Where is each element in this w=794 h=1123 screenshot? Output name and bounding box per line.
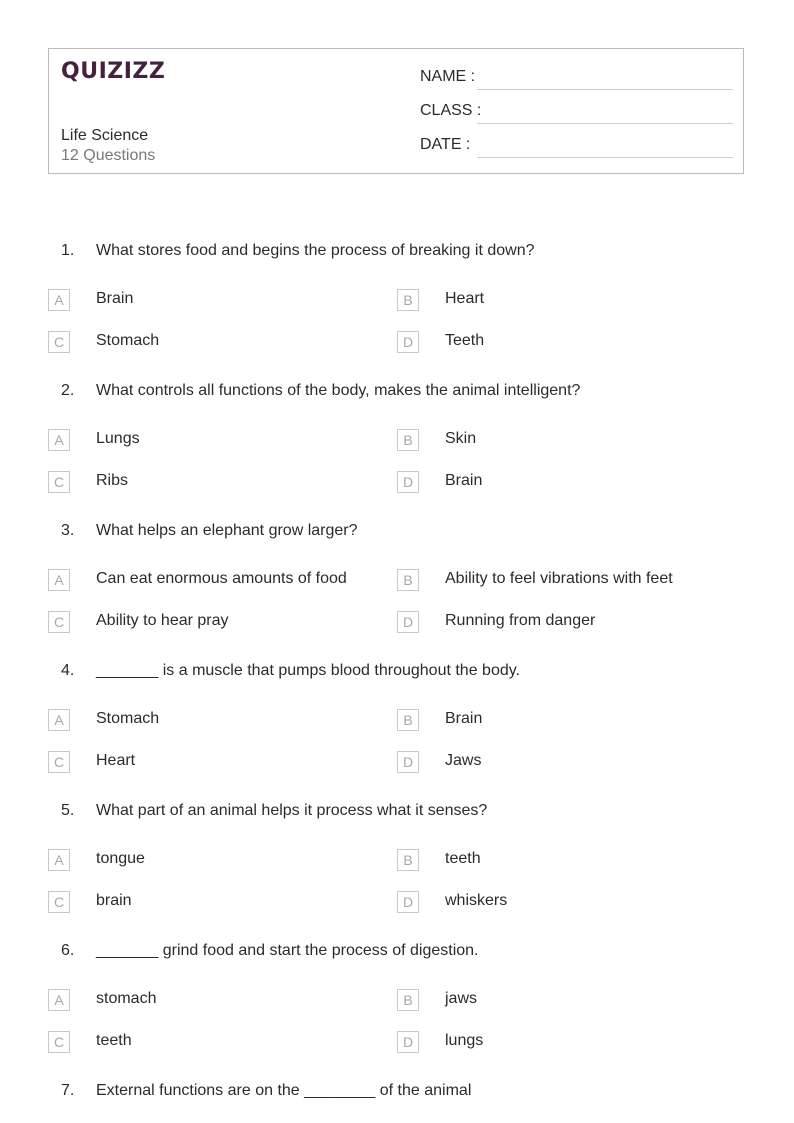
- worksheet-subject: Life Science: [61, 127, 149, 144]
- option-text: Brain: [445, 472, 483, 489]
- question-number: 3.: [61, 522, 75, 539]
- option-text: Heart: [445, 290, 485, 307]
- class-label: CLASS :: [420, 102, 482, 119]
- option-letter: B: [397, 989, 419, 1011]
- question-text: What controls all functions of the body, makes the animal intelligent?: [96, 382, 581, 399]
- option-text: Ribs: [96, 472, 129, 489]
- option-d[interactable]: [397, 751, 737, 775]
- option-letter: C: [48, 471, 70, 493]
- option-letter: C: [48, 1031, 70, 1053]
- option-text: Ability to feel vibrations with feet: [445, 570, 673, 587]
- option-text: tongue: [96, 850, 145, 867]
- option-letter: A: [48, 849, 70, 871]
- option-text: Running from danger: [445, 612, 596, 629]
- option-text: Stomach: [96, 710, 160, 727]
- option-d[interactable]: [397, 1031, 737, 1055]
- option-text: Brain: [96, 290, 134, 307]
- option-b[interactable]: [397, 989, 737, 1013]
- question-7: [0, 1082, 794, 1112]
- question-text: What part of an animal helps it process what it senses?: [96, 802, 488, 819]
- option-letter: B: [397, 849, 419, 871]
- option-letter: B: [397, 289, 419, 311]
- option-c[interactable]: [48, 611, 388, 635]
- option-d[interactable]: [397, 891, 737, 915]
- question-number: 6.: [61, 942, 75, 959]
- option-letter: C: [48, 611, 70, 633]
- question-3: [0, 522, 794, 662]
- question-count: 12 Questions: [61, 147, 156, 164]
- option-c[interactable]: [48, 891, 388, 915]
- option-letter: A: [48, 709, 70, 731]
- class-field[interactable]: [420, 102, 733, 124]
- option-text: teeth: [445, 850, 481, 867]
- option-letter: A: [48, 569, 70, 591]
- question-number: 7.: [61, 1082, 75, 1099]
- option-text: Brain: [445, 710, 483, 727]
- option-d[interactable]: [397, 611, 737, 635]
- option-a[interactable]: [48, 709, 388, 733]
- question-text: What stores food and begins the process of breaking it down?: [96, 242, 535, 259]
- option-letter: A: [48, 989, 70, 1011]
- option-letter: D: [397, 891, 419, 913]
- option-text: lungs: [445, 1032, 484, 1049]
- date-line[interactable]: [477, 157, 733, 158]
- option-b[interactable]: [397, 429, 737, 453]
- quizizz-logo: QUIZIZZ: [61, 59, 166, 84]
- option-text: whiskers: [445, 892, 508, 909]
- option-text: Ability to hear pray: [96, 612, 229, 629]
- worksheet-header: [48, 48, 744, 174]
- class-line[interactable]: [477, 123, 733, 124]
- option-a[interactable]: [48, 569, 388, 593]
- option-letter: D: [397, 1031, 419, 1053]
- option-letter: A: [48, 429, 70, 451]
- option-text: Heart: [96, 752, 136, 769]
- question-text: External functions are on the ________ of the animal: [96, 1082, 472, 1099]
- option-c[interactable]: [48, 1031, 388, 1055]
- option-a[interactable]: [48, 989, 388, 1013]
- date-label: DATE :: [420, 136, 471, 153]
- option-c[interactable]: [48, 751, 388, 775]
- option-letter: C: [48, 891, 70, 913]
- option-c[interactable]: [48, 331, 388, 355]
- option-text: brain: [96, 892, 132, 909]
- option-letter: B: [397, 569, 419, 591]
- option-b[interactable]: [397, 849, 737, 873]
- question-1: [0, 242, 794, 382]
- option-letter: C: [48, 751, 70, 773]
- option-text: stomach: [96, 990, 157, 1007]
- name-label: NAME :: [420, 68, 476, 85]
- option-d[interactable]: [397, 331, 737, 355]
- option-a[interactable]: [48, 849, 388, 873]
- option-text: Skin: [445, 430, 477, 447]
- option-text: Teeth: [445, 332, 485, 349]
- question-number: 4.: [61, 662, 75, 679]
- question-text: _______ grind food and start the process of digestion.: [96, 942, 479, 959]
- question-6: [0, 942, 794, 1082]
- option-letter: D: [397, 331, 419, 353]
- option-text: teeth: [96, 1032, 132, 1049]
- question-4: [0, 662, 794, 802]
- question-2: [0, 382, 794, 522]
- option-text: Stomach: [96, 332, 160, 349]
- option-letter: D: [397, 471, 419, 493]
- date-field[interactable]: [420, 136, 733, 158]
- question-text: What helps an elephant grow larger?: [96, 522, 358, 539]
- question-5: [0, 802, 794, 942]
- question-number: 1.: [61, 242, 75, 259]
- option-a[interactable]: [48, 289, 388, 313]
- option-letter: D: [397, 751, 419, 773]
- option-letter: D: [397, 611, 419, 633]
- option-letter: B: [397, 709, 419, 731]
- option-letter: B: [397, 429, 419, 451]
- option-text: jaws: [445, 990, 478, 1007]
- option-text: Lungs: [96, 430, 140, 447]
- option-b[interactable]: [397, 569, 737, 593]
- question-text: _______ is a muscle that pumps blood throughout the body.: [96, 662, 520, 679]
- question-number: 5.: [61, 802, 75, 819]
- option-b[interactable]: [397, 289, 737, 313]
- option-text: Jaws: [445, 752, 482, 769]
- option-letter: C: [48, 331, 70, 353]
- option-c[interactable]: [48, 471, 388, 495]
- option-letter: A: [48, 289, 70, 311]
- option-text: Can eat enormous amounts of food: [96, 570, 347, 587]
- option-b[interactable]: [397, 709, 737, 733]
- question-number: 2.: [61, 382, 75, 399]
- option-a[interactable]: [48, 429, 388, 453]
- name-field[interactable]: [420, 68, 733, 90]
- name-line[interactable]: [477, 89, 733, 90]
- option-d[interactable]: [397, 471, 737, 495]
